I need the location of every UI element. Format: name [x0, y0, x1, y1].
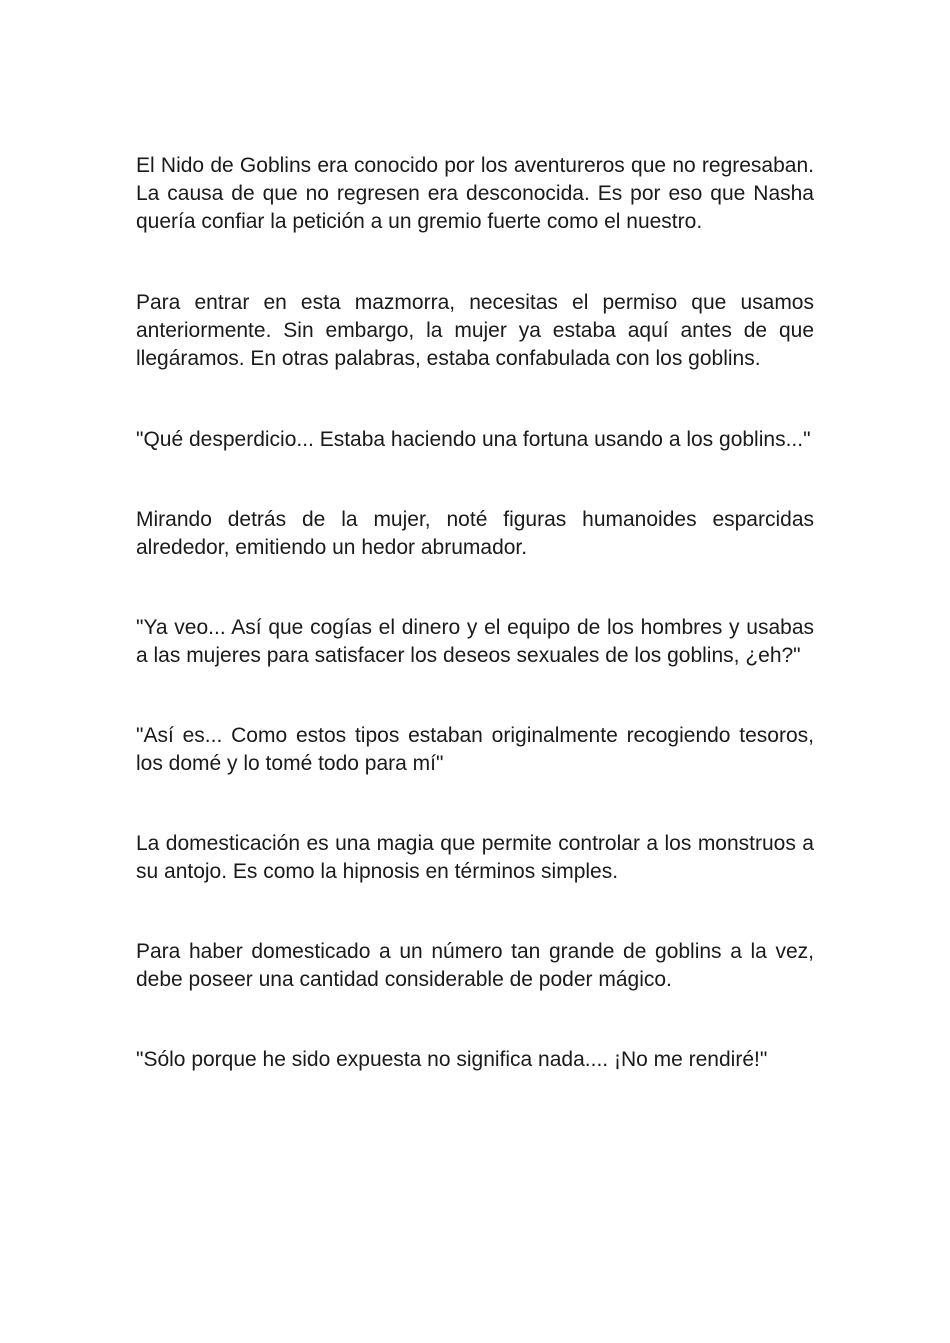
- paragraph-4: Mirando detrás de la mujer, noté figuras humanoides esparcidas alrededor, emitiendo un hedor abrumador.: [136, 508, 814, 559]
- paragraph-3: "Qué desperdicio... Estaba haciendo una fortuna usando a los goblins...": [136, 428, 811, 451]
- paragraph-1: El Nido de Goblins era conocido por los aventureros que no regresaban. La causa de que no regresen era desconocida. Es por eso que Nasha quería confiar la petición a un gremio fuerte como el nuestro.: [136, 154, 814, 233]
- paragraph-2: Para entrar en esta mazmorra, necesitas el permiso que usamos anteriormente. Sin embargo, la mujer ya estaba aquí antes de que llegáramos. En otras palabras, estaba confabulada con los goblins.: [136, 291, 814, 370]
- paragraph-7: La domesticación es una magia que permite controlar a los monstruos a su antojo. Es como la hipnosis en términos simples.: [136, 832, 814, 883]
- paragraph-9: "Sólo porque he sido expuesta no significa nada.... ¡No me rendiré!": [136, 1048, 768, 1071]
- paragraph-5: "Ya veo... Así que cogías el dinero y el equipo de los hombres y usabas a las mujeres para satisfacer los deseos sexuales de los goblins, ¿eh?": [136, 616, 814, 667]
- paragraph-6: "Así es... Como estos tipos estaban originalmente recogiendo tesoros, los domé y lo tomé todo para mí": [136, 724, 814, 775]
- document-body: [136, 152, 814, 1074]
- paragraph-8: Para haber domesticado a un número tan grande de goblins a la vez, debe poseer una cantidad considerable de poder mágico.: [136, 940, 814, 991]
